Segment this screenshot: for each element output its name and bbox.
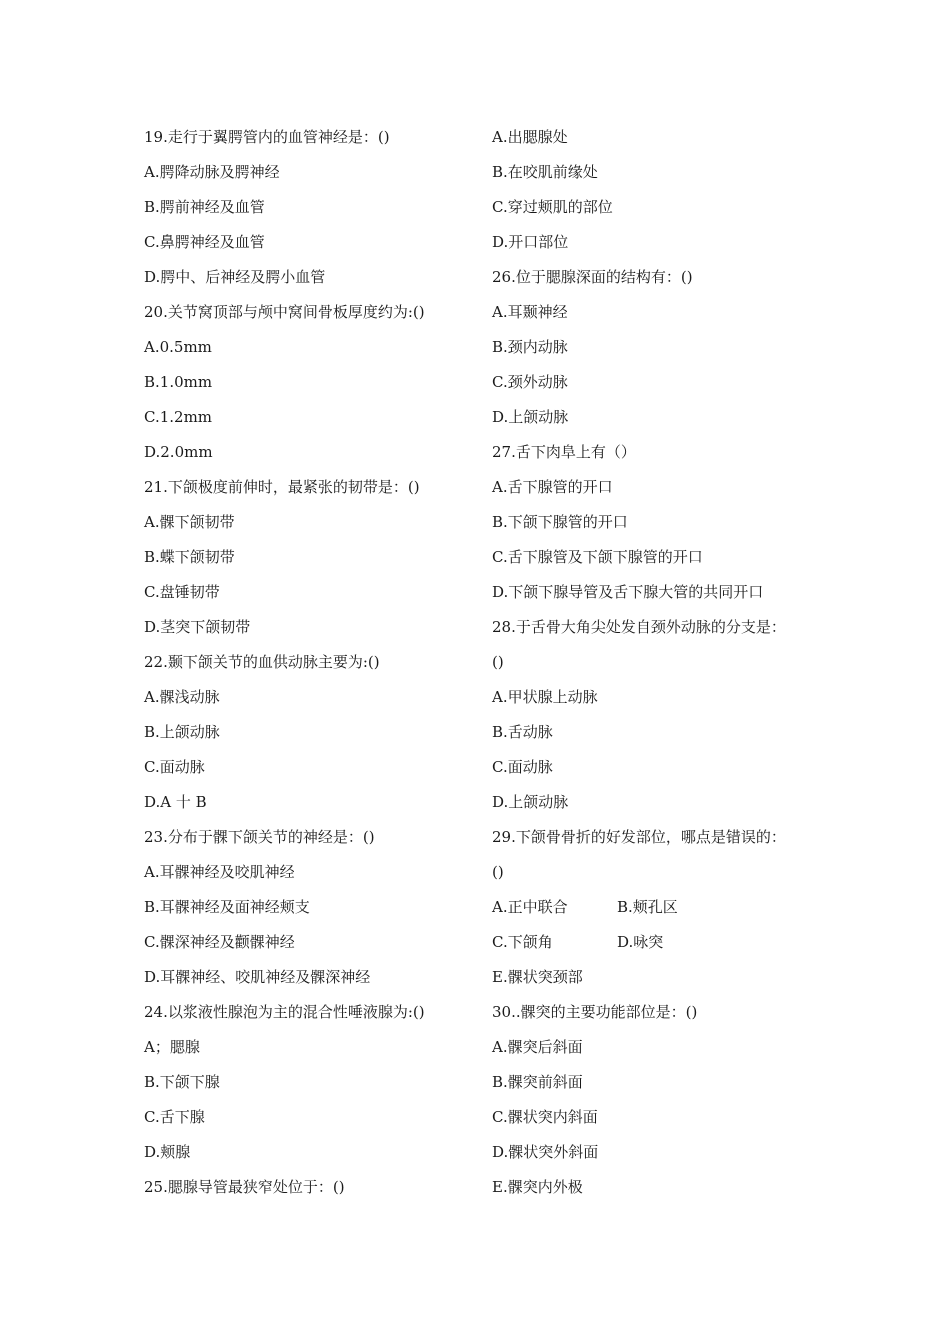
option-text: C.穿过颊肌的部位	[492, 198, 613, 216]
option-text: A.出腮腺处	[492, 128, 568, 146]
option-text: C.面动脉	[144, 758, 205, 776]
question-text: ()	[492, 653, 504, 671]
option-text: D.耳髁神经、咬肌神经及髁深神经	[144, 968, 371, 986]
question-text: 22.颞下颌关节的血供动脉主要为:()	[144, 653, 380, 671]
option-pair	[492, 925, 822, 960]
option-text: A.甲状腺上动脉	[492, 688, 598, 706]
option-text: D.上颌动脉	[492, 793, 569, 811]
option-text: A.耳颞神经	[492, 303, 568, 321]
option-text: B.蝶下颌韧带	[144, 548, 235, 566]
option-text: A.耳髁神经及咬肌神经	[144, 863, 295, 881]
right-column	[492, 120, 822, 1205]
option-text: C.面动脉	[492, 758, 553, 776]
option-text: B.耳髁神经及面神经颊支	[144, 898, 310, 916]
option-text: B.上颌动脉	[144, 723, 220, 741]
option-text: B.1.0mm	[144, 373, 213, 391]
question-text: 19.走行于翼腭管内的血管神经是：()	[144, 128, 390, 146]
option-text: D.A 十 B	[144, 793, 207, 811]
option-text: B.下颌下腺	[144, 1073, 220, 1091]
option-text: D.2.0mm	[144, 443, 213, 461]
option-text: B.髁突前斜面	[492, 1073, 583, 1091]
option-text: C.舌下腺	[144, 1108, 205, 1126]
option-text: C.1.2mm	[144, 408, 213, 426]
option-text: A.正中联合	[492, 898, 568, 916]
question-text: 24.以浆液性腺泡为主的混合性唾液腺为:()	[144, 1003, 425, 1021]
option-text: D.腭中、后神经及腭小血管	[144, 268, 326, 286]
option-text: B.下颌下腺管的开口	[492, 513, 628, 531]
option-text: E.髁突内外极	[492, 1178, 583, 1196]
option-text: D.下颌下腺导管及舌下腺大管的共同开口	[492, 583, 764, 601]
option-text: C.髁深神经及颧髁神经	[144, 933, 295, 951]
option-text: C.舌下腺管及下颌下腺管的开口	[492, 548, 703, 566]
option-text: D.上颌动脉	[492, 408, 569, 426]
option-text: C.鼻腭神经及血管	[144, 233, 265, 251]
question-text: 25.腮腺导管最狭窄处位于：()	[144, 1178, 345, 1196]
option-text: A；腮腺	[144, 1038, 200, 1056]
option-text: C.髁状突内斜面	[492, 1108, 598, 1126]
option-text: E.髁状突颈部	[492, 968, 583, 986]
option-text: C.盘锤韧带	[144, 583, 220, 601]
option-text: D.颊腺	[144, 1143, 191, 1161]
option-text: A.舌下腺管的开口	[492, 478, 613, 496]
option-text: A.髁下颌韧带	[144, 513, 235, 531]
option-text: B.舌动脉	[492, 723, 553, 741]
question-text: 26.位于腮腺深面的结构有：()	[492, 268, 693, 286]
option-text: C.颈外动脉	[492, 373, 568, 391]
option-text: D.咏突	[617, 933, 664, 951]
question-text: 27.舌下肉阜上有（）	[492, 443, 636, 461]
question-text: 21.下颌极度前伸时，最紧张的韧带是：()	[144, 478, 420, 496]
option-text: B.腭前神经及血管	[144, 198, 265, 216]
option-pair	[492, 890, 822, 925]
question-text: 28.于舌骨大角尖处发自颈外动脉的分支是：	[492, 618, 786, 636]
question-text: 30..髁突的主要功能部位是：()	[492, 1003, 698, 1021]
question-text: 20.关节窝顶部与颅中窝间骨板厚度约为:()	[144, 303, 425, 321]
question-text: 23.分布于髁下颌关节的神经是：()	[144, 828, 375, 846]
option-text: B.颈内动脉	[492, 338, 568, 356]
option-text: A.髁浅动脉	[144, 688, 220, 706]
question-text: 29.下颌骨骨折的好发部位，哪点是错误的：	[492, 828, 786, 846]
option-text: B.颊孔区	[617, 898, 678, 916]
question-text: ()	[492, 863, 504, 881]
option-text: D.开口部位	[492, 233, 569, 251]
option-text: C.下颌角	[492, 933, 553, 951]
option-text: A.0.5mm	[144, 338, 212, 356]
left-column	[144, 120, 474, 1205]
option-text: A.髁突后斜面	[492, 1038, 583, 1056]
option-text: B.在咬肌前缘处	[492, 163, 598, 181]
option-text: D.髁状突外斜面	[492, 1143, 599, 1161]
option-text: D.茎突下颌韧带	[144, 618, 251, 636]
option-text: A.腭降动脉及腭神经	[144, 163, 280, 181]
